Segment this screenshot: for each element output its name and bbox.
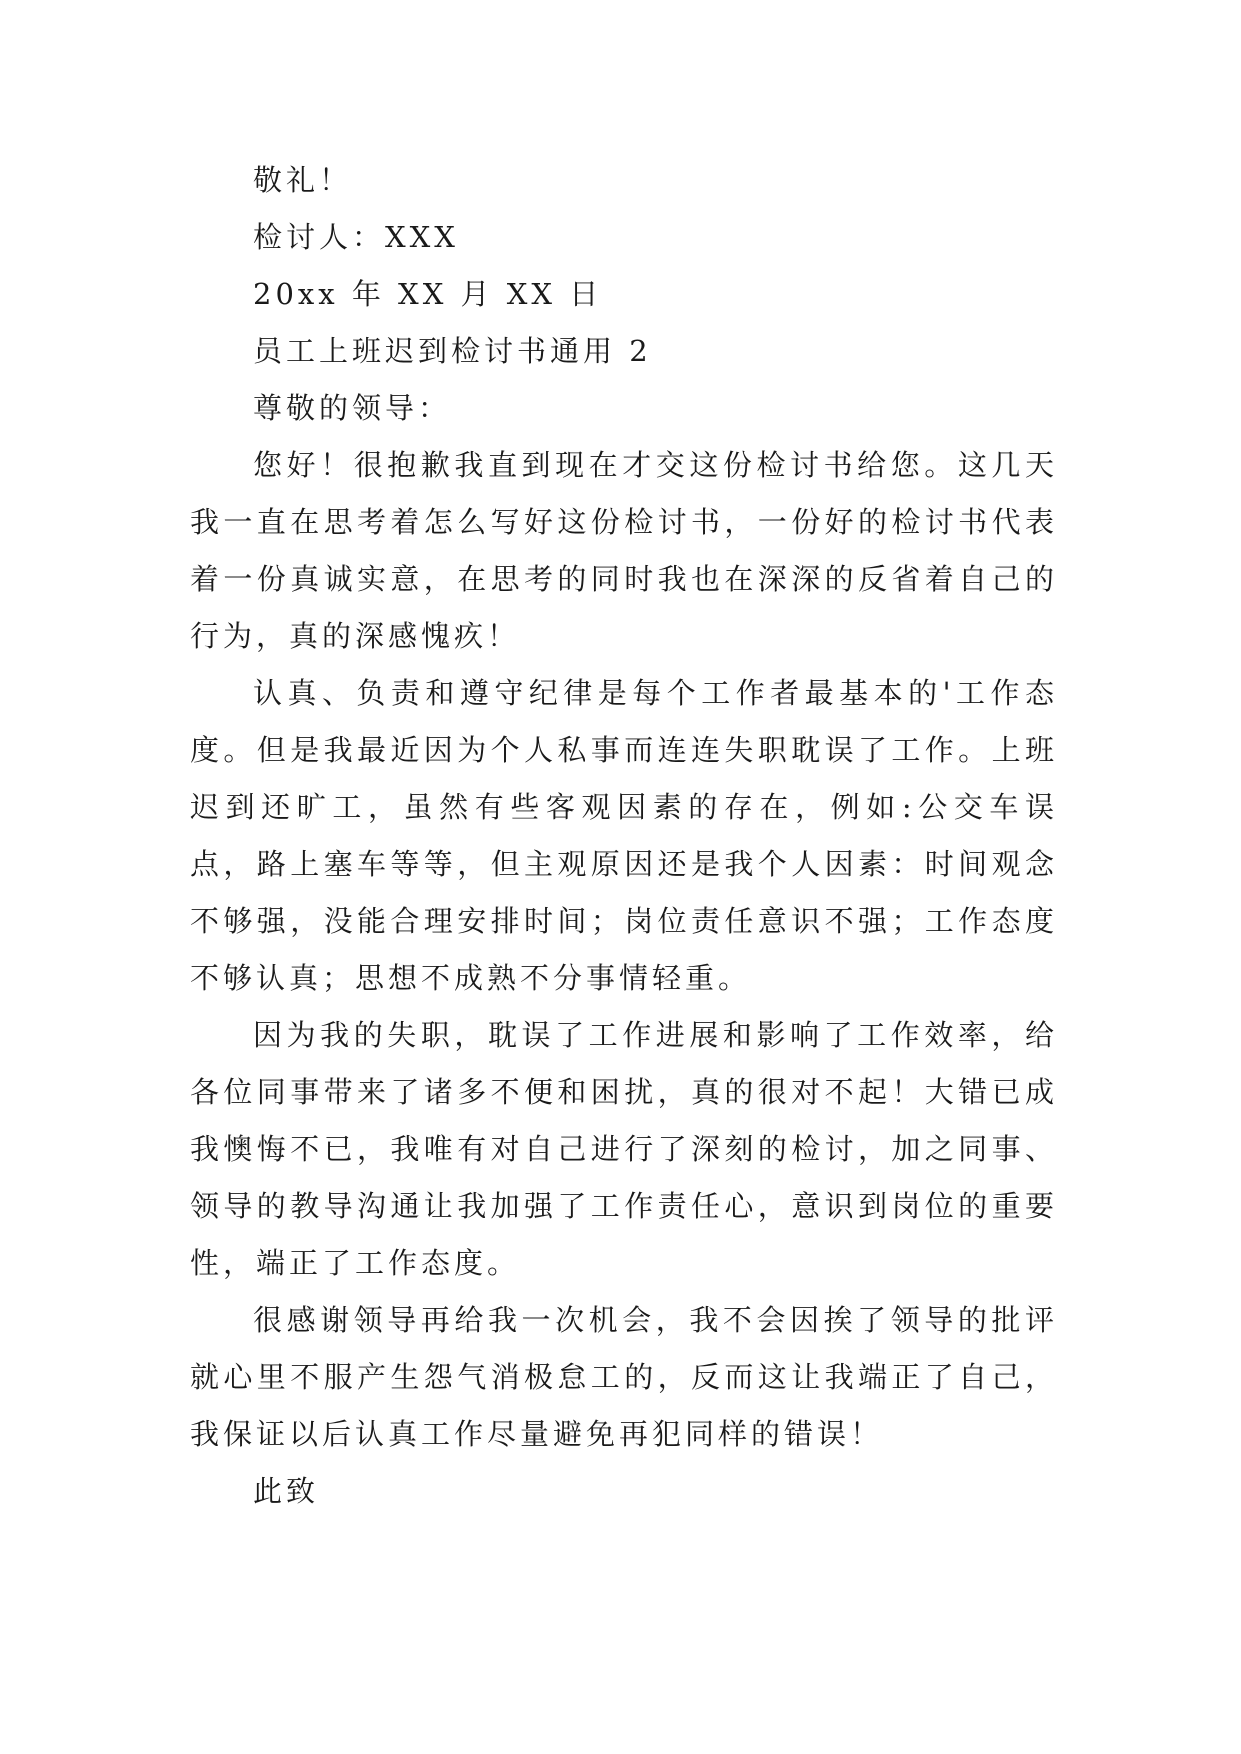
paragraph: 认真、负责和遵守纪律是每个工作者最基本的'工作态度。但是我最近因为个人私事而连连失职耽误了工作。上班迟到还旷工，虽然有些客观因素的存在，例如:公交车误点，路上塞车等等，但主观原因还是我个人因素：时间观念不够强，没能合理安排时间；岗位责任意识不强；工作态度不够认真；思想不成熟不分事情轻重。 [190, 676, 1058, 995]
closing-line: 敬礼！ [253, 163, 353, 197]
section-title: 员工上班迟到检讨书通用 2 [253, 334, 652, 368]
paragraph: 因为我的失职，耽误了工作进展和影响了工作效率，给各位同事带来了诸多不便和困扰，真的很对不起！大错已成我懊悔不已，我唯有对自己进行了深刻的检讨，加之同事、领导的教导沟通让我加强了工作责任心，意识到岗位的重要性，端正了工作态度。 [190, 1018, 1058, 1280]
paragraph: 您好！很抱歉我直到现在才交这份检讨书给您。这几天我一直在思考着怎么写好这份检讨书，一份好的检讨书代表着一份真诚实意，在思考的同时我也在深深的反省着自己的行为，真的深感愧疚！ [190, 448, 1058, 653]
paragraph: 很感谢领导再给我一次机会，我不会因挨了领导的批评就心里不服产生怨气消极怠工的，反而这让我端正了自己，我保证以后认真工作尽量避免再犯同样的错误！ [190, 1303, 1058, 1451]
final-line: 此致 [253, 1474, 320, 1508]
document-body [190, 152, 1058, 1520]
date-line: 20xx 年 XX 月 XX 日 [253, 277, 603, 311]
signer-line: 检讨人：XXX [253, 220, 459, 254]
salutation: 尊敬的领导： [253, 391, 452, 425]
